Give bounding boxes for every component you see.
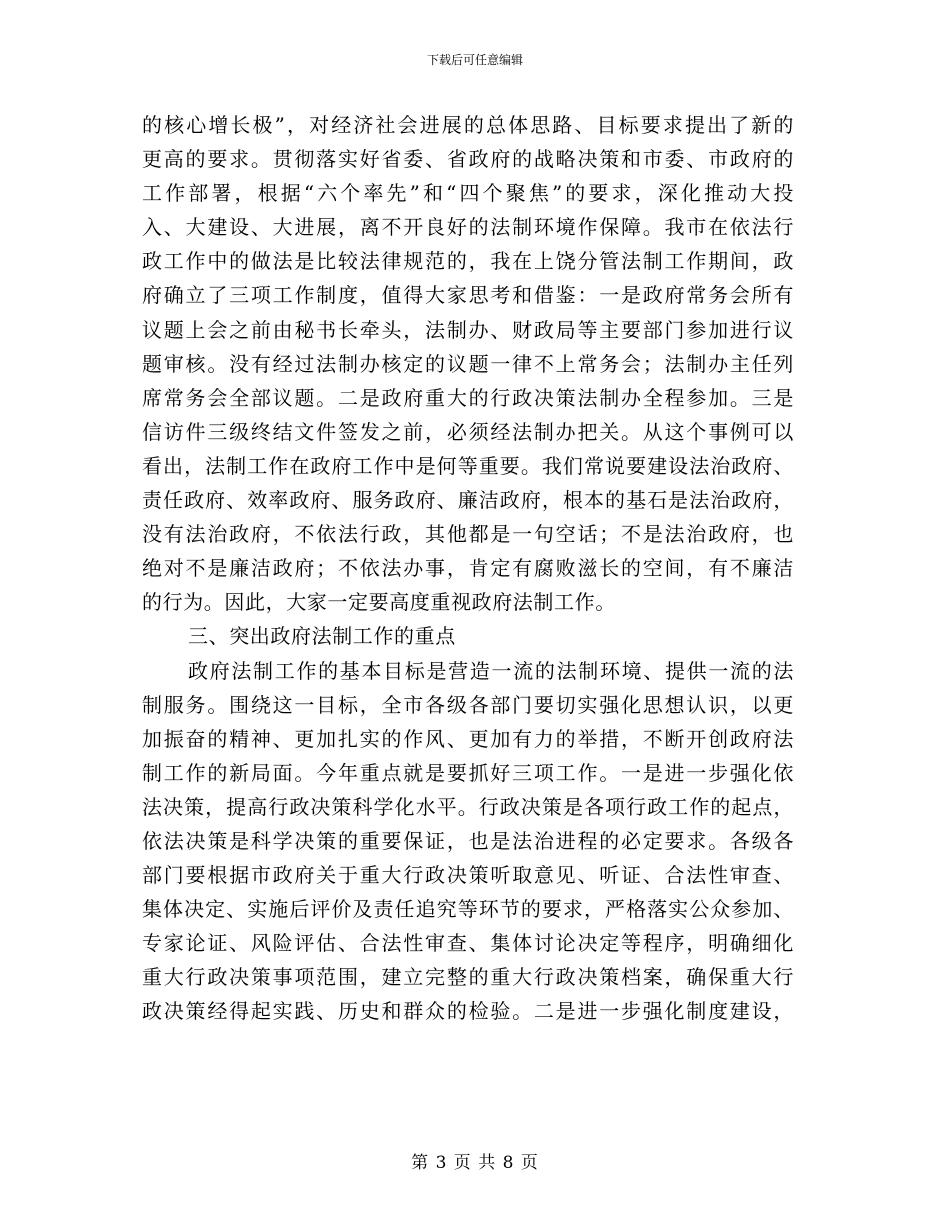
body-line: 集体决定、实施后评价及责任追究等环节的要求，严格落实公众参加、 [142, 897, 794, 922]
body-line: 议题上会之前由秘书长牵头，法制办、财政局等主要部门参加进行议 [142, 317, 794, 342]
body-line: 重大行政决策事项范围，建立完整的重大行政决策档案，确保重大行 [142, 965, 794, 990]
body-line: 制工作的新局面。今年重点就是要抓好三项工作。一是进一步强化依 [142, 760, 794, 785]
body-line: 制服务。围绕这一目标，全市各级各部门要切实强化思想认识，以更 [142, 692, 794, 717]
body-line: 政府法制工作的基本目标是营造一流的法制环境、提供一流的法 [188, 658, 794, 683]
body-line: 依法决策是科学决策的重要保证，也是法治进程的必定要求。各级各 [142, 828, 794, 853]
body-line: 政决策经得起实践、历史和群众的检验。二是进一步强化制度建设， [142, 999, 794, 1024]
body-line: 加振奋的精神、更加扎实的作风、更加有力的举措，不断开创政府法 [142, 726, 794, 751]
body-line: 法决策，提高行政决策科学化水平。行政决策是各项行政工作的起点， [142, 794, 794, 819]
body-line: 责任政府、效率政府、服务政府、廉洁政府，根本的基石是法治政府， [142, 488, 794, 513]
body-line: 府确立了三项工作制度，值得大家思考和借鉴：一是政府常务会所有 [142, 283, 794, 308]
body-line: 席常务会全部议题。二是政府重大的行政决策法制办全程参加。三是 [142, 385, 794, 410]
document-body [142, 108, 794, 1029]
body-line: 更高的要求。贯彻落实好省委、省政府的战略决策和市委、市政府的 [142, 147, 794, 172]
page-header: 下载后可任意编辑 [426, 53, 523, 67]
body-line: 专家论证、风险评估、合法性审查、集体讨论决定等程序，明确细化 [142, 931, 794, 956]
body-line: 工作部署，根据“六个率先”和“四个聚焦”的要求，深化推动大投 [142, 181, 794, 206]
body-line: 的行为。因此，大家一定要高度重视政府法制工作。 [142, 590, 616, 615]
body-line: 信访件三级终结文件签发之前，必须经法制办把关。从这个事例可以 [142, 419, 794, 444]
section-heading: 三、突出政府法制工作的重点 [188, 624, 456, 649]
body-line: 绝对不是廉洁政府；不依法办事，肯定有腐败滋长的空间，有不廉洁 [142, 556, 794, 581]
body-line: 看出，法制工作在政府工作中是何等重要。我们常说要建设法治政府、 [142, 453, 794, 478]
body-line: 政工作中的做法是比较法律规范的，我在上饶分管法制工作期间，政 [142, 249, 794, 274]
page-footer: 第 3 页 共 8 页 [411, 1153, 539, 1173]
body-line: 部门要根据市政府关于重大行政决策听取意见、听证、合法性审查、 [142, 863, 794, 888]
body-line: 题审核。没有经过法制办核定的议题一律不上常务会；法制办主任列 [142, 351, 794, 376]
body-line: 入、大建设、大进展，离不开良好的法制环境作保障。我市在依法行 [142, 215, 794, 240]
body-line: 的核心增长极”，对经济社会进展的总体思路、目标要求提出了新的 [142, 113, 794, 137]
body-line: 没有法治政府，不依法行政，其他都是一句空话；不是法治政府，也 [142, 522, 794, 547]
